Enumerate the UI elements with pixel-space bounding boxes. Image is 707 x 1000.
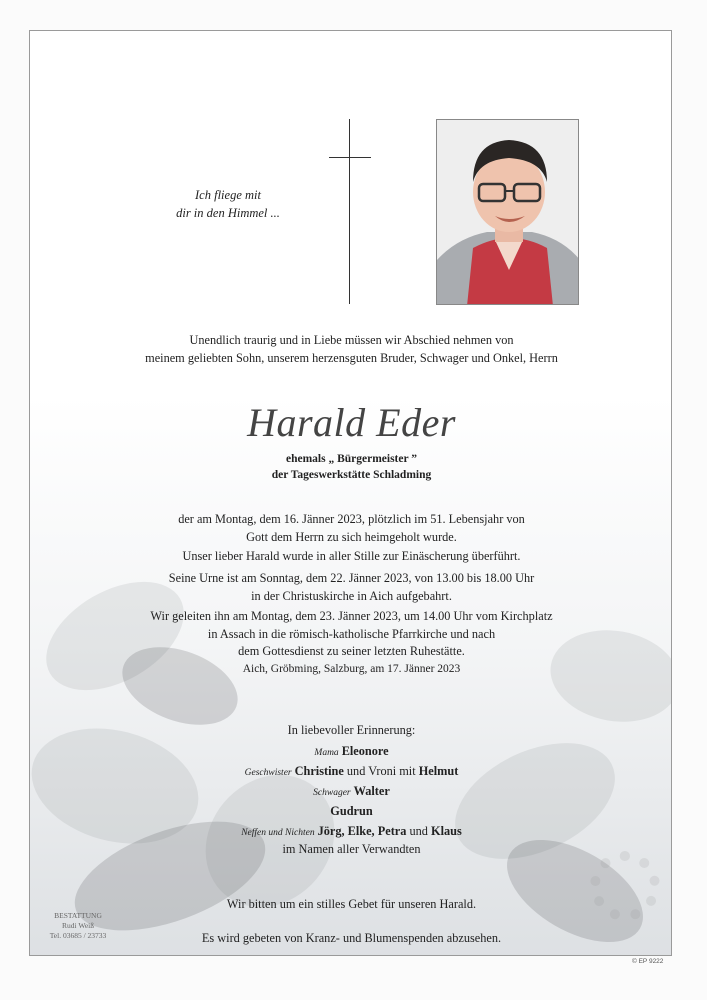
motto-line: Ich fliege mit [195, 188, 261, 202]
relation-label: Mama [314, 748, 339, 758]
cross-icon [349, 119, 350, 304]
undertaker-line: Tel. 03685 / 23733 [49, 931, 107, 940]
funeral-details [30, 608, 672, 661]
relation-label: Schwager [313, 788, 351, 798]
paragraph-line: der am Montag, dem 16. Jänner 2023, plötzlich im 51. Lebensjahr von [178, 512, 525, 526]
motto-line: dir in den Himmel ... [176, 206, 280, 220]
deceased-role [30, 451, 672, 483]
paragraph-line: Seine Urne ist am Sonntag, dem 22. Jänner 2023, von 13.00 bis 18.00 Uhr [168, 571, 535, 585]
mourner-name: Walter [353, 784, 390, 798]
intro-text [30, 331, 672, 367]
mourner-schwager [30, 781, 672, 803]
relation-label: Neffen und Nichten [241, 828, 315, 838]
mourner-name: Petra [377, 824, 407, 838]
mourner-name: Helmut [418, 764, 459, 778]
memory-title: In liebevoller Erinnerung: [287, 723, 416, 737]
undertaker-line: BESTATTUNG [54, 911, 102, 920]
paragraph-line: Unser lieber Harald wurde in aller Stille zur Einäscherung überführt. [182, 549, 521, 563]
portrait-image [437, 120, 579, 305]
parte-card [29, 30, 672, 956]
cross-icon-bar [329, 157, 371, 158]
place-date: Aich, Gröbming, Salzburg, am 17. Jänner 2023 [242, 663, 461, 675]
cremation-note [30, 548, 672, 566]
intro-line: Unendlich traurig und in Liebe müssen wir Abschied nehmen von [189, 333, 514, 347]
mourner-name: Christine [294, 764, 344, 778]
undertaker-info [38, 911, 118, 941]
all-relatives: im Namen aller Verwandten [282, 842, 421, 856]
mourner-name: Vroni [368, 764, 397, 778]
connector-text: und [346, 764, 366, 778]
paragraph-line: Wir geleiten ihn am Montag, dem 23. Jänner 2023, um 14.00 Uhr vom Kirchplatz [150, 609, 553, 623]
mourner-name: Jörg, [317, 824, 345, 838]
mourner-gudrun [30, 801, 672, 821]
intro-line: meinem geliebten Sohn, unserem herzensguten Bruder, Schwager und Onkel, Herrn [145, 351, 558, 365]
paragraph-line: dem Gottesdienst zu seiner letzten Ruhestätte. [238, 644, 465, 658]
mourner-name: Elke, [347, 824, 375, 838]
mourner-name: Eleonore [341, 744, 389, 758]
connector-text: und [409, 824, 428, 838]
death-announcement [30, 511, 672, 546]
paragraph-line: Gott dem Herrn zu sich heimgeholt wurde. [246, 529, 457, 544]
copyright-note: © EP 9222 [632, 958, 664, 965]
mourner-mama [30, 741, 672, 763]
flowers-request: Es wird gebeten von Kranz- und Blumenspenden abzusehen. [201, 931, 502, 945]
role-line: der Tageswerkstätte Schladming [271, 469, 432, 481]
mourner-name: Gudrun [330, 804, 373, 818]
paragraph-line: in der Christuskirche in Aich aufgebahrt. [251, 588, 452, 603]
urn-viewing [30, 570, 672, 605]
motto [158, 186, 298, 222]
role-line: ehemals „ Bürgermeister ” [285, 453, 418, 465]
relation-label: Geschwister [244, 768, 292, 778]
mourner-siblings [30, 761, 672, 783]
deceased-name: Harald Eder [247, 400, 456, 445]
undertaker-line: Rudi Weiß [62, 921, 94, 930]
connector-text: mit [399, 764, 416, 778]
paragraph-line: in Assach in die römisch-katholische Pfarrkirche und nach [207, 626, 496, 641]
portrait-photo [436, 119, 579, 305]
mourner-name: Klaus [431, 824, 462, 838]
prayer-request: Wir bitten um ein stilles Gebet für unseren Harald. [226, 897, 477, 911]
